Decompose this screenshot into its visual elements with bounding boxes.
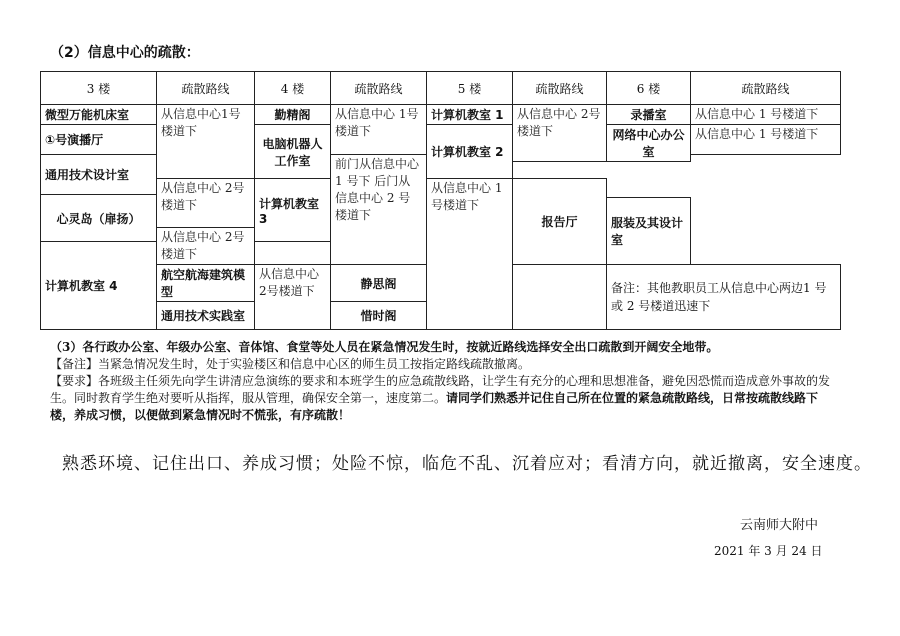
f3-room: 通用技术实践室: [157, 302, 255, 330]
f4-route: 从信息中心 2号楼道下: [157, 179, 255, 228]
evacuation-table: [40, 71, 841, 330]
evacuation-table-container: [40, 71, 840, 323]
f6-route: 从信息中心 1 号楼道下: [691, 125, 841, 155]
header-floor-5: 5 楼: [427, 72, 513, 105]
table-row: [41, 105, 841, 125]
table-note: 备注：其他教职员工从信息中心两边1 号或 2 号楼道迅速下: [607, 265, 841, 330]
f3-room: 通用技术设计室: [41, 155, 157, 195]
header-floor-6: 6 楼: [607, 72, 691, 105]
f3-route: 从信息中心2号楼道下: [255, 265, 331, 330]
f3-room: ①号演播厅: [41, 125, 157, 155]
document-date: 2021 年 3 月 24 日: [714, 544, 823, 558]
section-3: [50, 339, 840, 424]
safety-slogan: 熟悉环境、记住出口、养成习惯；处险不惊，临危不乱、沉着应对；看清方向，就近撤离，安全速度。: [62, 454, 872, 474]
f3-route: 从信息中心1号楼道下: [157, 105, 255, 179]
f6-room: 网络中心办公室: [607, 125, 691, 162]
header-floor-3: 3 楼: [41, 72, 157, 105]
f3-room: 微型万能机床室: [41, 105, 157, 125]
f4-room: 心灵岛（扉扬）: [41, 195, 157, 242]
f4-route-lower: [513, 265, 607, 330]
f5-room: 计算机教室 3: [255, 179, 331, 242]
header-floor-4: 4 楼: [255, 72, 331, 105]
header-route-4: 疏散路线: [331, 72, 427, 105]
section-heading: （2）信息中心的疏散：: [50, 45, 200, 61]
f3-room: 服装及其设计室: [607, 198, 691, 265]
f5-room: 计算机教室 1: [427, 105, 513, 125]
f4-route: 从信息中心 1号楼道下: [331, 105, 427, 155]
f5-route: 从信息中心 2号楼道下: [513, 105, 607, 162]
table-row: [41, 179, 841, 195]
f4-room: 惜时阁: [331, 302, 427, 330]
f4-room: 勤精阁: [255, 105, 331, 125]
f4-room: 电脑机器人工作室: [255, 125, 331, 179]
f5-room: 计算机教室 2: [427, 125, 513, 179]
requirement-emphasis: 请同学们熟悉并记住自己所在位置的紧急疏散路线，日常按疏散线路下楼，养成习惯，以便做到紧急情况时不慌张，有序疏散！: [50, 391, 819, 422]
f4-route: 从信息中心 2号楼道下: [157, 228, 255, 265]
f5-room: 计算机教室 4: [41, 242, 157, 330]
header-route-5: 疏散路线: [513, 72, 607, 105]
f4-room: 静思阁: [331, 265, 427, 302]
header-route-6: 疏散路线: [691, 72, 841, 105]
requirement-text: 【要求】各班级主任须先向学生讲清应急演练的要求和本班学生的应急疏散线路，让学生有充分的心理和思想准备，避免因恐慌而造成意外事故的发生。同时教育学生绝对要听从指挥，服从管理，确保安全第一，速度第二。: [50, 374, 831, 405]
f6-route: 前门从信息中心 1 号下 后门从信息中心 2 号楼道下: [331, 155, 427, 265]
f5-route: 从信息中心 1号楼道下: [427, 179, 513, 330]
f6-room: 录播室: [607, 105, 691, 125]
section-3-intro: （3）各行政办公室、年级办公室、音体馆、食堂等处人员在紧急情况发生时，按就近路线选择安全出口疏散到开阔安全地带。: [50, 340, 719, 354]
requirement-paragraph: [50, 373, 840, 424]
f3-room: 航空航海建筑模型: [157, 265, 255, 302]
f6-route: 从信息中心 1 号楼道下: [691, 105, 841, 125]
school-name: 云南师大附中: [740, 518, 819, 533]
f6-room: 报告厅: [513, 179, 607, 265]
remark-paragraph: 【备注】当紧急情况发生时，处于实验楼区和信息中心区的师生员工按指定路线疏散撤离。: [50, 357, 531, 371]
table-header-row: [41, 72, 841, 105]
header-route-3: 疏散路线: [157, 72, 255, 105]
